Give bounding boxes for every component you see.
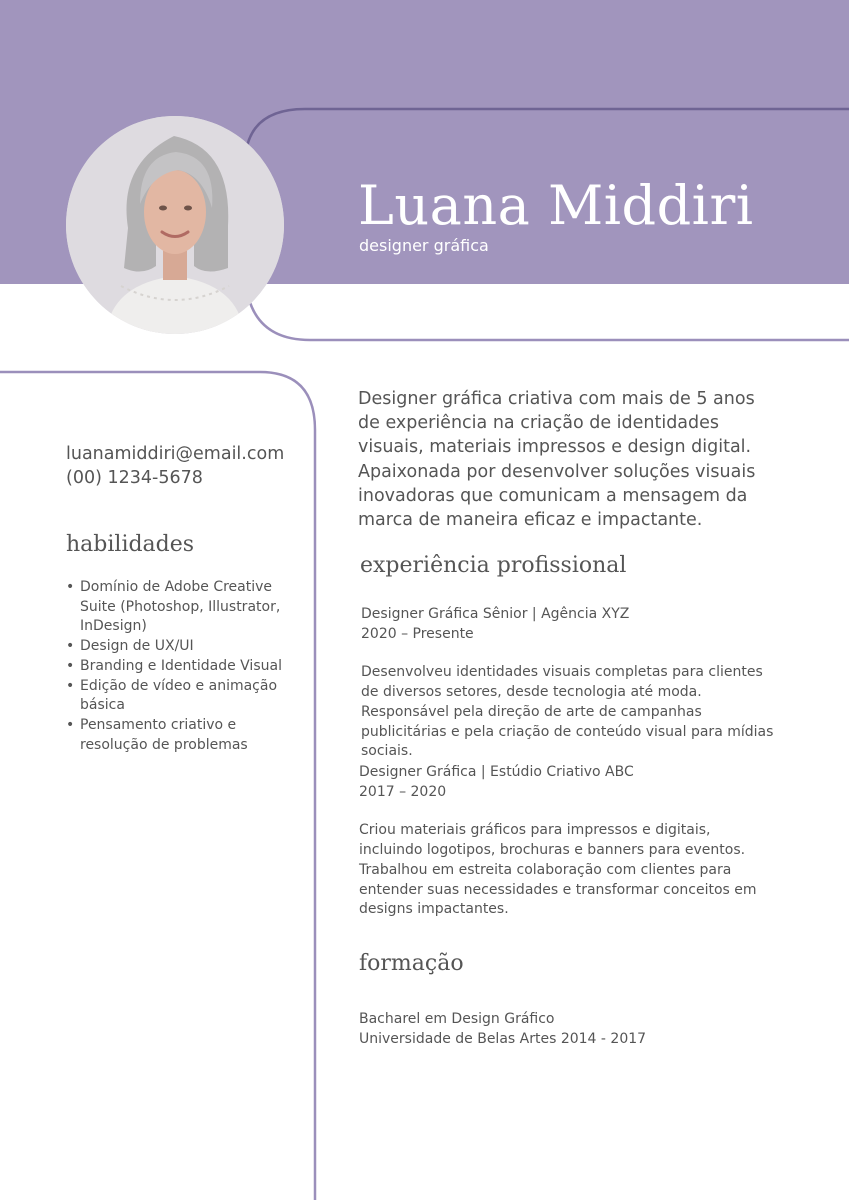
email-text: luanamiddiri@email.com — [66, 444, 285, 464]
job-entry — [361, 605, 781, 762]
skill-item: • Branding e Identidade Visual — [66, 657, 288, 677]
person-name: Luana Middiri — [358, 174, 754, 237]
job-description: Criou materiais gráficos para impressos e digitais, incluindo logotipos, brochuras e banners para eventos. Trabalhou em estreita colaboração com clientes para entender suas necessidades e transformar conceitos em designs impactantes. — [359, 822, 757, 918]
contact-info — [66, 442, 284, 490]
profile-photo — [66, 116, 284, 334]
phone-text: (00) 1234-5678 — [66, 468, 203, 488]
institution-text: Universidade de Belas Artes 2014 - 2017 — [359, 1030, 647, 1047]
skill-item: • Pensamento criativo e resolução de problemas — [66, 716, 288, 755]
job-position: Designer Gráfica | Estúdio Criativo ABC — [359, 764, 634, 780]
job-period: 2017 – 2020 — [359, 783, 447, 800]
skill-item: • Edição de vídeo e animação básica — [66, 677, 288, 716]
experience-heading: experiência profissional — [360, 553, 627, 578]
job-period: 2020 – Presente — [361, 625, 474, 642]
profile-summary: Designer gráfica criativa com mais de 5 anos de experiência na criação de identidades visuais, materiais impressos e design digital. Apaixonada por desenvolver soluções visuais inovadoras que comunicam a mensagem da marca de maneira eficaz e impactante. — [358, 389, 756, 531]
header-frame-bottom-line — [245, 268, 849, 340]
education-entry — [359, 1010, 646, 1049]
header-frame-top-line — [245, 109, 849, 165]
skill-item: • Design de UX/UI — [66, 637, 288, 657]
education-heading: formação — [359, 951, 464, 976]
job-entry — [359, 763, 759, 920]
skills-list — [66, 578, 288, 755]
job-role: designer gráfica — [359, 236, 489, 255]
skills-heading: habilidades — [66, 532, 195, 557]
job-description: Desenvolveu identidades visuais completas para clientes de diversos setores, desde tecnologia até moda. Responsável pela direção de arte de campanhas publicitárias e pela criação de conteúdo visual para mídias sociais. — [361, 664, 774, 760]
job-position: Designer Gráfica Sênior | Agência XYZ — [361, 606, 630, 622]
skill-item: • Domínio de Adobe Creative Suite (Photoshop, Illustrator, InDesign) — [66, 578, 288, 637]
portrait-photo-icon — [66, 116, 284, 334]
sidebar-divider-line — [0, 372, 315, 1200]
degree-text: Bacharel em Design Gráfico — [359, 1011, 555, 1027]
